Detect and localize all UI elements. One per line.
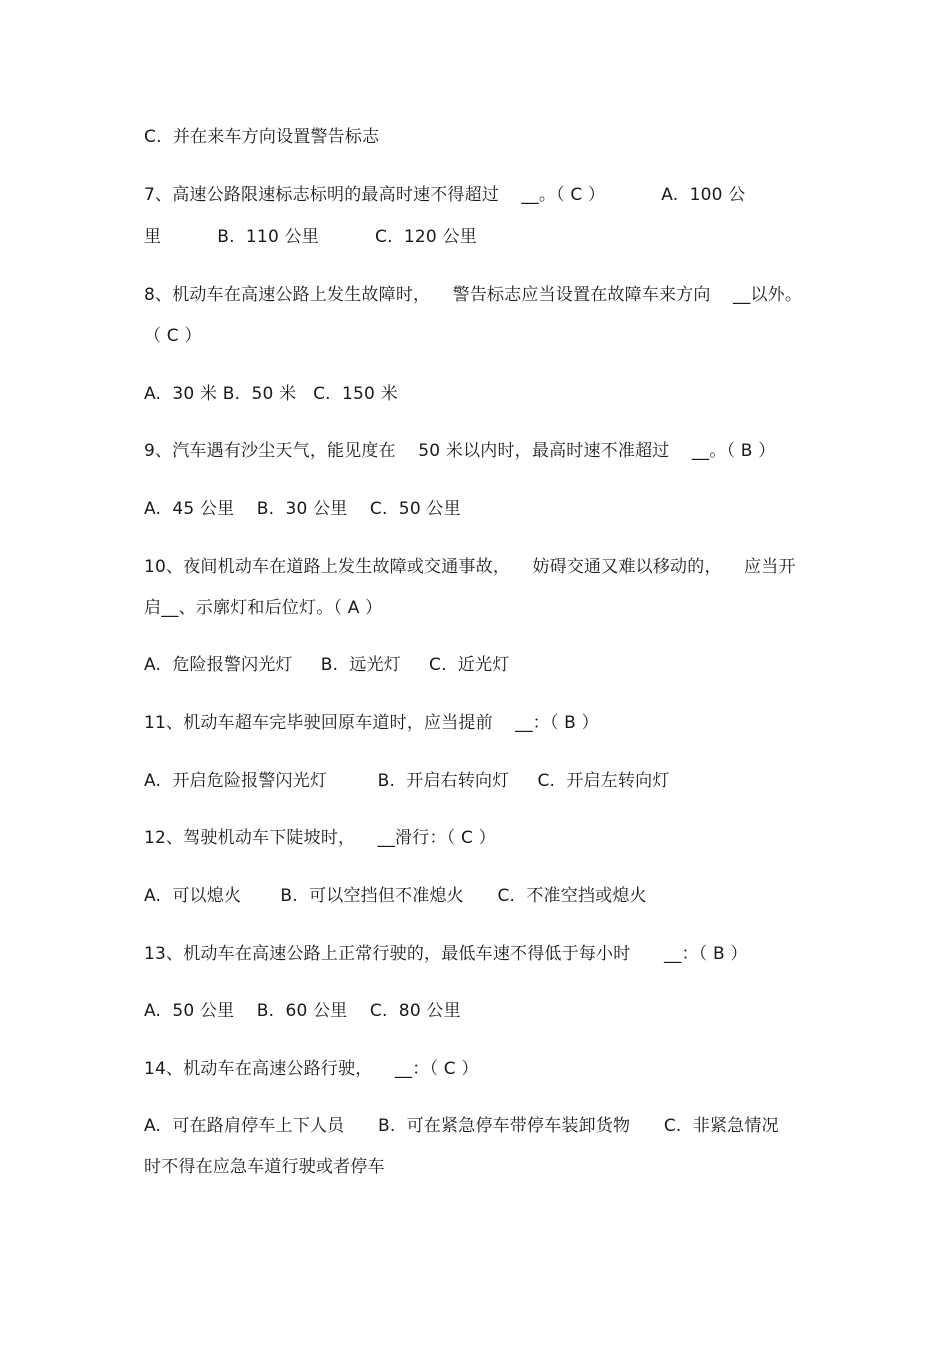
question-9: 9、汽车遇有沙尘天气，能见度在 50 米以内时，最高时速不准超过 __。（ B ）: [144, 441, 776, 461]
question-10-continued: 启__、示廓灯和后位灯。（ A ）: [144, 598, 383, 618]
question-13-options: A. 50 公里 B. 60 公里 C. 80 公里: [144, 1001, 461, 1021]
question-10-options: A. 危险报警闪光灯 B. 远光灯 C. 近光灯: [144, 655, 510, 675]
option-line-q6-c: C. 并在来车方向设置警告标志: [144, 127, 380, 147]
question-14: 14、机动车在高速公路行驶， __：（ C ）: [144, 1059, 479, 1079]
question-7: 7、高速公路限速标志标明的最高时速不得超过 __。（ C ） A. 100 公: [144, 185, 746, 205]
question-7-continued: 里 B. 110 公里 C. 120 公里: [144, 227, 477, 247]
question-8: 8、机动车在高速公路上发生故障时， 警告标志应当设置在故障车来方向 __以外。: [144, 285, 803, 305]
question-11: 11、机动车超车完毕驶回原车道时，应当提前 __：（ B ）: [144, 713, 599, 733]
question-8-answer: （ C ）: [144, 326, 202, 346]
question-14-options: A. 可在路肩停车上下人员 B. 可在紧急停车带停车装卸货物 C. 非紧急情况: [144, 1116, 779, 1136]
question-10: 10、夜间机动车在道路上发生故障或交通事故， 妨碍交通又难以移动的， 应当开: [144, 557, 796, 577]
question-13: 13、机动车在高速公路上正常行驶的，最低车速不得低于每小时 __：（ B ）: [144, 944, 748, 964]
question-9-options: A. 45 公里 B. 30 公里 C. 50 公里: [144, 499, 461, 519]
question-8-options: A. 30 米 B. 50 米 C. 150 米: [144, 384, 398, 404]
question-14-options-continued: 时不得在应急车道行驶或者停车: [144, 1157, 385, 1177]
question-12-options: A. 可以熄火 B. 可以空挡但不准熄火 C. 不准空挡或熄火: [144, 886, 647, 906]
question-12: 12、驾驶机动车下陡坡时， __滑行：（ C ）: [144, 828, 496, 848]
question-11-options: A. 开启危险报警闪光灯 B. 开启右转向灯 C. 开启左转向灯: [144, 771, 670, 791]
